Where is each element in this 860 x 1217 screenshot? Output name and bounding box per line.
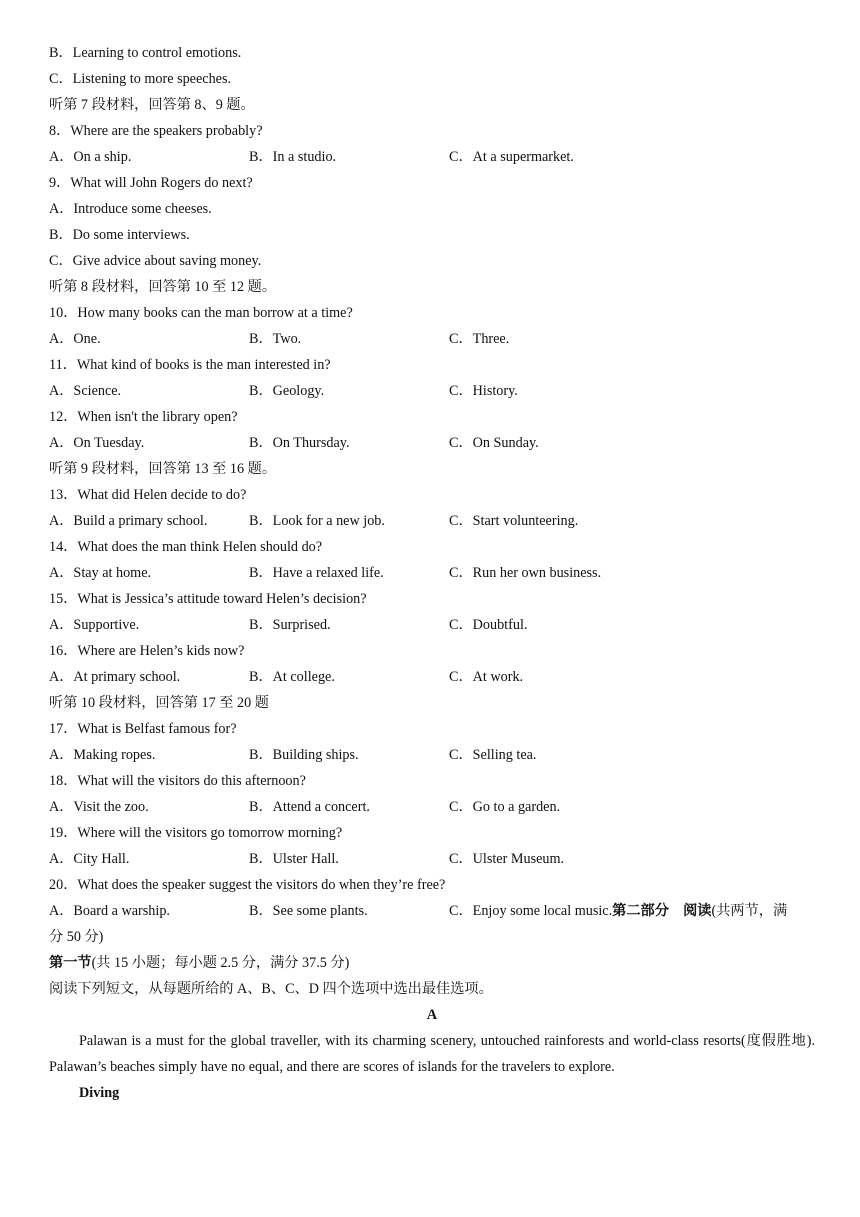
section1-title: 第一节: [49, 955, 92, 971]
q7-option-b: B．Learning to control emotions.: [49, 45, 242, 61]
q12-option-b: B．On Thursday.: [249, 435, 350, 451]
q11-option-a: A．Science.: [49, 383, 122, 399]
q10-option-b: B．Two.: [249, 331, 302, 347]
q20-option-b: B．See some plants.: [249, 903, 368, 919]
q11-options: [49, 378, 815, 404]
q15-option-c: C．Doubtful.: [449, 617, 528, 633]
q11-question: 11．What kind of books is the man interested in?: [49, 357, 331, 373]
q13-option-c: C．Start volunteering.: [449, 513, 579, 529]
q15-options: [49, 612, 815, 638]
q14-options: [49, 560, 815, 586]
q12-options: [49, 430, 815, 456]
q20-options: [49, 898, 815, 924]
q12-option-a: A．On Tuesday.: [49, 435, 145, 451]
q14-option-a: A．Stay at home.: [49, 565, 152, 581]
q14-question: 14．What does the man think Helen should do?: [49, 539, 323, 555]
q8-question: 8．Where are the speakers probably?: [49, 123, 263, 139]
q15-question: 15．What is Jessica’s attitude toward Helen’s decision?: [49, 591, 367, 607]
q7-option-c: C．Listening to more speeches.: [49, 71, 232, 87]
q17-question: 17．What is Belfast famous for?: [49, 721, 237, 737]
q8-option-b: B．In a studio.: [249, 149, 337, 165]
q18-option-a: A．Visit the zoo.: [49, 799, 149, 815]
q20-question: 20．What does the speaker suggest the visitors do when they’re free?: [49, 877, 446, 893]
q10-options: [49, 326, 815, 352]
q20-option-a: A．Board a warship.: [49, 903, 170, 919]
q12-option-c: C．On Sunday.: [449, 435, 539, 451]
q9-option-a: A．Introduce some cheeses.: [49, 201, 212, 217]
section-9-instruction: 听第 9 段材料，回答第 13 至 16 题。: [49, 461, 277, 477]
section1-heading: [49, 950, 815, 976]
q16-option-a: A．At primary school.: [49, 669, 181, 685]
q11-option-b: B．Geology.: [249, 383, 325, 399]
q10-question: 10．How many books can the man borrow at a time?: [49, 305, 353, 321]
q18-option-c: C．Go to a garden.: [449, 799, 561, 815]
q8-option-c: C．At a supermarket.: [449, 149, 574, 165]
q20-option-c-with-part2: [449, 898, 787, 924]
q11-option-c: C．History.: [449, 383, 518, 399]
q8-option-a: A．On a ship.: [49, 149, 132, 165]
q9-option-b: B．Do some interviews.: [49, 227, 190, 243]
section-10-instruction: 听第 10 段材料，回答第 17 至 20 题: [49, 695, 269, 711]
q16-options: [49, 664, 815, 690]
document-content: [49, 40, 815, 1106]
section1-detail: (共 15 小题；每小题 2.5 分，满分 37.5 分): [91, 955, 350, 971]
q10-option-c: C．Three.: [449, 331, 510, 347]
q19-options: [49, 846, 815, 872]
q19-option-a: A．City Hall.: [49, 851, 130, 867]
reading-instruction: 阅读下列短文，从每题所给的 A、B、C、D 四个选项中选出最佳选项。: [49, 981, 493, 997]
q9-question: 9．What will John Rogers do next?: [49, 175, 253, 191]
q18-question: 18．What will the visitors do this afternoon?: [49, 773, 306, 789]
section-8-instruction: 听第 8 段材料，回答第 10 至 12 题。: [49, 279, 277, 295]
q18-option-b: B．Attend a concert.: [249, 799, 370, 815]
q10-option-a: A．One.: [49, 331, 101, 347]
q17-option-b: B．Building ships.: [249, 747, 359, 763]
q17-option-c: C．Selling tea.: [449, 747, 537, 763]
q17-option-a: A．Making ropes.: [49, 747, 156, 763]
q13-options: [49, 508, 815, 534]
q13-option-b: B．Look for a new job.: [249, 513, 385, 529]
passage-letter: A: [426, 1007, 438, 1023]
passage-subheading: Diving: [79, 1085, 120, 1101]
section-7-instruction: 听第 7 段材料，回答第 8、9 题。: [49, 97, 255, 113]
q16-option-c: C．At work.: [449, 669, 524, 685]
q19-option-c: C．Ulster Museum.: [449, 851, 565, 867]
q13-option-a: A．Build a primary school.: [49, 513, 208, 529]
q14-option-c: C．Run her own business.: [449, 565, 602, 581]
part2-title: 第二部分 阅读: [612, 903, 712, 919]
q16-question: 16．Where are Helen’s kids now?: [49, 643, 245, 659]
q9-option-c: C．Give advice about saving money.: [49, 253, 262, 269]
q8-options: [49, 144, 815, 170]
q17-options: [49, 742, 815, 768]
part2-title-continued: 分 50 分): [49, 929, 104, 945]
part2-title-rest: (共两节，满: [711, 903, 788, 919]
q15-option-a: A．Supportive.: [49, 617, 140, 633]
q19-option-b: B．Ulster Hall.: [249, 851, 339, 867]
q18-options: [49, 794, 815, 820]
q12-question: 12．When isn't the library open?: [49, 409, 238, 425]
q13-question: 13．What did Helen decide to do?: [49, 487, 247, 503]
q14-option-b: B．Have a relaxed life.: [249, 565, 384, 581]
passage-paragraph: Palawan is a must for the global traveller, with its charming scenery, untouched rainforests and world-class resorts(度假胜地). Palawan’s beaches simply have no equal, and there are scores of islands for the travelers to explore.: [49, 1033, 815, 1075]
q20-option-c: C．Enjoy some local music.: [449, 903, 613, 919]
q16-option-b: B．At college.: [249, 669, 335, 685]
q19-question: 19．Where will the visitors go tomorrow morning?: [49, 825, 343, 841]
q15-option-b: B．Surprised.: [249, 617, 331, 633]
